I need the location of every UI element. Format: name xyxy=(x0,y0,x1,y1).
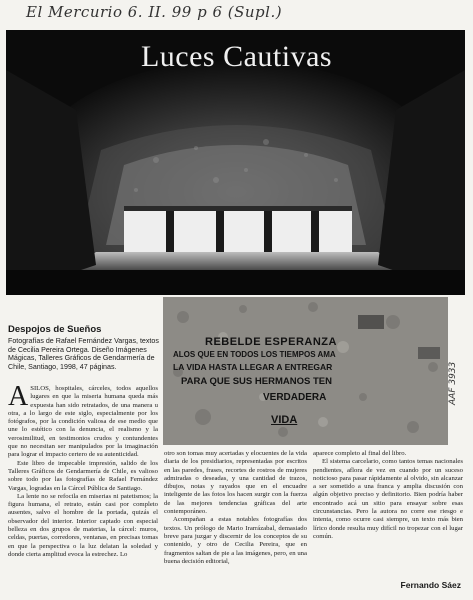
graffiti-line-5: VERDADERA xyxy=(263,392,327,403)
paragraph: Este libro de impecable impresión, salido de los Talleres Gráficos de Gendarmería de Chile, es valioso sobre todo por las fotografías de Rafael Fernández Vargas, logradas en la Cárcel Pública de Santiago. xyxy=(8,459,158,492)
graffiti-line-2: ALOS QUE EN TODOS LOS TIEMPOS AMA xyxy=(173,350,336,359)
paragraph: La lente no se refocila en miserias ni patetismos; la figura humana, el retrato, están casi por completo ausentes, salvo el hombre de la portada, quizás el observador del interior. Interior captado con especial belleza en dos grupos de materias, la cárcel: muros, celdas, puertas, corredores, ventanas, en precisas tomas en que la perspectiva o la luz delatan la soledad y donde cierta amplitud evoca la estrechez. Lo xyxy=(8,492,158,558)
article-column-2 xyxy=(164,450,307,592)
paragraph: aparece completo al final del libro. xyxy=(313,450,407,457)
graffiti-line-4: PARA QUE SUS HERMANOS TEN xyxy=(181,376,332,387)
archive-margin-note: AAF 3933 xyxy=(448,361,458,405)
graffiti-line-6: VIDA xyxy=(271,414,298,426)
graffiti-line-3: LA VIDA HASTA LLEGAR A ENTREGAR xyxy=(173,362,333,372)
article-column-1 xyxy=(8,385,158,592)
paragraph-intro: ASILOS, hospitales, cárceles, todos aquellos lugares en que la miseria humana queda más expuesta han sido retratados, de una manera u otra, a lo largo de este siglo, especialmente por los fotógrafos, por la condición valiosa de ese medio que une lo estético con la denuncia, el realismo y la verosimilitud, en testimonios crudos y contundentes que no necesitan ser manipulados por la imaginación para lograr el impacto certero de su autenticidad. xyxy=(8,385,158,459)
paragraph: El sistema carcelario, como tantos temas nacionales pendientes, aflora de vez en cuando por un suceso noticioso para pasar rápidamente al olvido, sin alcanzar a ser sometido a una franca y amplia discusión con algún objetivo preciso y definitorio. Bien podría haber encontrado acá un sitio para ensayar sobre esas circunstancias. Pero la autora no corre ese riesgo e intenta, como ocurre casi siempre, un texto más bien lírico donde resulta muy difícil no tropezar con el lugar común. xyxy=(313,458,463,540)
article-subtitle: Despojos de Sueños xyxy=(8,324,102,335)
paragraph: otro son tomas muy acertadas y elocuentes de la vida diaria de los presidiarios, representadas por escritos en las paredes, frases, recortes de rostros de mujeres admiradas o deseadas, y una cantidad de trazos, dibujos, notas y rayados que en el encuadre inteligente de las fotos los hacen surgir con la fuerza de las mejores tendencias gráficas del arte contemporáneo. xyxy=(164,450,307,516)
graffiti-wall-photo xyxy=(163,297,448,445)
article-column-3 xyxy=(313,450,463,592)
paragraph: Acompañan a estas notables fotografías dos textos. Un prólogo de Mario Irarrázabal, demasiado breve para juzgar y discernir de los conceptos de su contenido, y otro de Cecilia Pereira, que en fragmentos saltan de pie a las imágenes, pero, en una buena decisión editorial, xyxy=(164,516,307,565)
graffiti-line-1: REBELDE ESPERANZA xyxy=(205,336,337,348)
article-author: Fernando Sáez xyxy=(400,580,461,590)
handwritten-source-note: El Mercurio 6. II. 99 p 6 (Supl.) xyxy=(26,3,283,21)
article-headline: Luces Cautivas xyxy=(140,40,333,73)
dropcap: A xyxy=(8,385,29,412)
book-credits-caption: Fotografías de Rafael Fernández Vargas, textos de Cecilia Pereira Ortega. Diseño Imágenes Mágicas, Talleres Gráficos de Gendarmería de Chile, Santiago, 1998, 47 páginas. xyxy=(8,337,159,371)
